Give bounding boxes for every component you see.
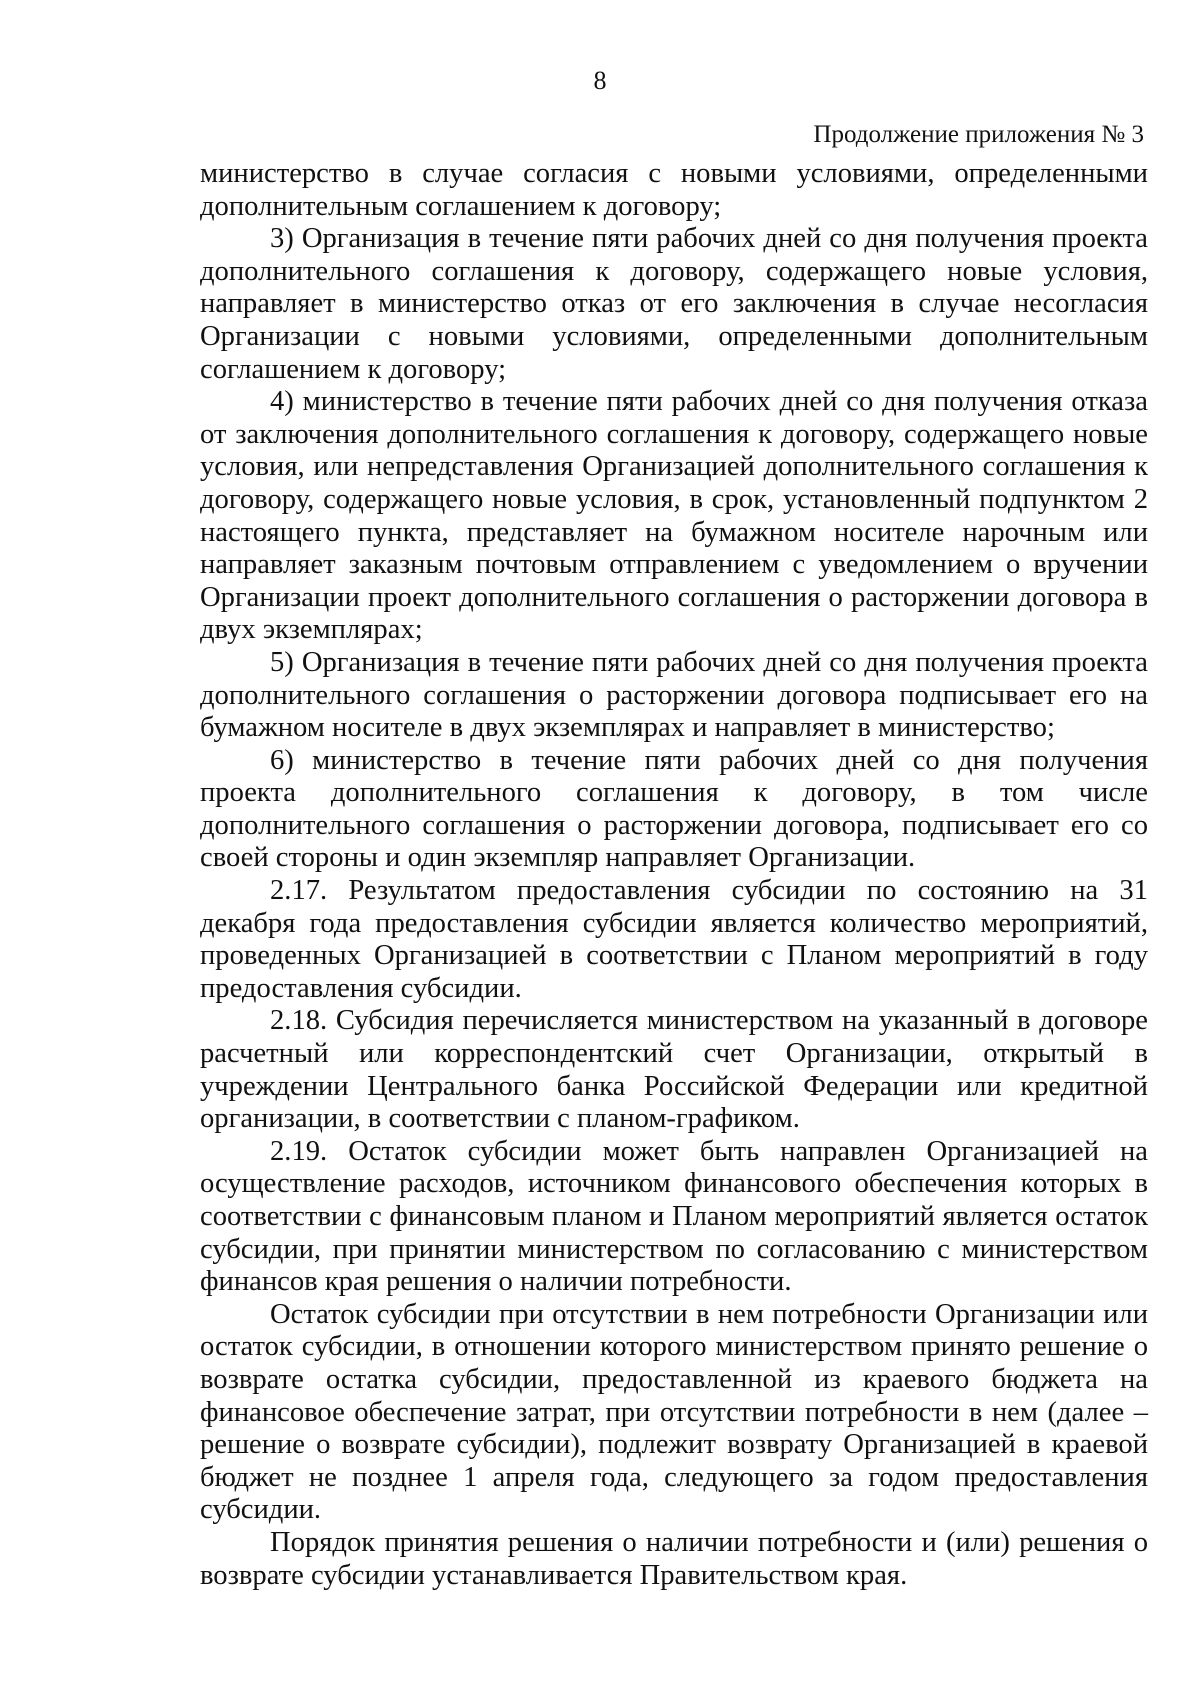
paragraph-2-19: 2.19. Остаток субсидии может быть направлен Организацией на осуществление расходов, источником финансового обеспечения которых в соответствии с финансовым планом и Планом мероприятий является остаток субсидии, при принятии министерством по согласованию с министерством финансов края решения о наличии потребности. <box>200 1135 1148 1298</box>
page-number: 8 <box>593 66 607 95</box>
paragraph-item-4: 4) министерство в течение пяти рабочих дней со дня получения отказа от заключения дополнительного соглашения к договору, содержащего новые условия, или непредставления Организацией дополнительного соглашения к договору, содержащего новые условия, в срок, установленный подпунктом 2 настоящего пункта, представляет на бумажном носителе нарочным или направляет заказным почтовым отправлением с уведомлением о вручении Организации проект дополнительного соглашения о расторжении договора в двух экземплярах; <box>200 386 1148 646</box>
paragraph-item-6: 6) министерство в течение пяти рабочих дней со дня получения проекта дополнительного соглашения к договору, в том числе дополнительного соглашения о расторжении договора, подписывает его со своей стороны и один экземпляр направляет Организации. <box>200 744 1148 874</box>
document-body <box>200 158 1148 1592</box>
paragraph: министерство в случае согласия с новыми условиями, определенными дополнительным соглашением к договору; <box>200 158 1148 222</box>
paragraph-2-18: 2.18. Субсидия перечисляется министерством на указанный в договоре расчетный или корреспондентский счет Организации, открытый в учреждении Центрального банка Российской Федерации или кредитной организации, в соответствии с планом-графиком. <box>200 1005 1148 1135</box>
paragraph-item-3: 3) Организация в течение пяти рабочих дней со дня получения проекта дополнительного соглашения к договору, содержащего новые условия, направляет в министерство отказ от его заключения в случае несогласия Организации с новыми условиями, определенными дополнительным соглашением к договору; <box>200 223 1148 385</box>
paragraph-subsidy-remainder: Остаток субсидии при отсутствии в нем потребности Организации или остаток субсидии, в отношении которого министерством принято решение о возврате остатка субсидии, предоставленной из краевого бюджета на финансовое обеспечение затрат, при отсутствии потребности в нем (далее – решение о возврате субсидии), подлежит возврату Организацией в краевой бюджет не позднее 1 апреля года, следующего за годом предоставления субсидии. <box>200 1298 1148 1526</box>
paragraph-2-17: 2.17. Результатом предоставления субсидии по состоянию на 31 декабря года предоставления субсидии является количество мероприятий, проведенных Организацией в соответствии с Планом мероприятий в году предоставления субсидии. <box>200 875 1148 1004</box>
paragraph-item-5: 5) Организация в течение пяти рабочих дней со дня получения проекта дополнительного соглашения о расторжении договора подписывает его на бумажном носителе в двух экземплярах и направляет в министерство; <box>200 646 1148 744</box>
appendix-continuation-note: Продолжение приложения № 3 <box>813 121 1144 148</box>
paragraph-decision-procedure: Порядок принятия решения о наличии потребности и (или) решения о возврате субсидии устанавливается Правительством края. <box>200 1526 1148 1591</box>
